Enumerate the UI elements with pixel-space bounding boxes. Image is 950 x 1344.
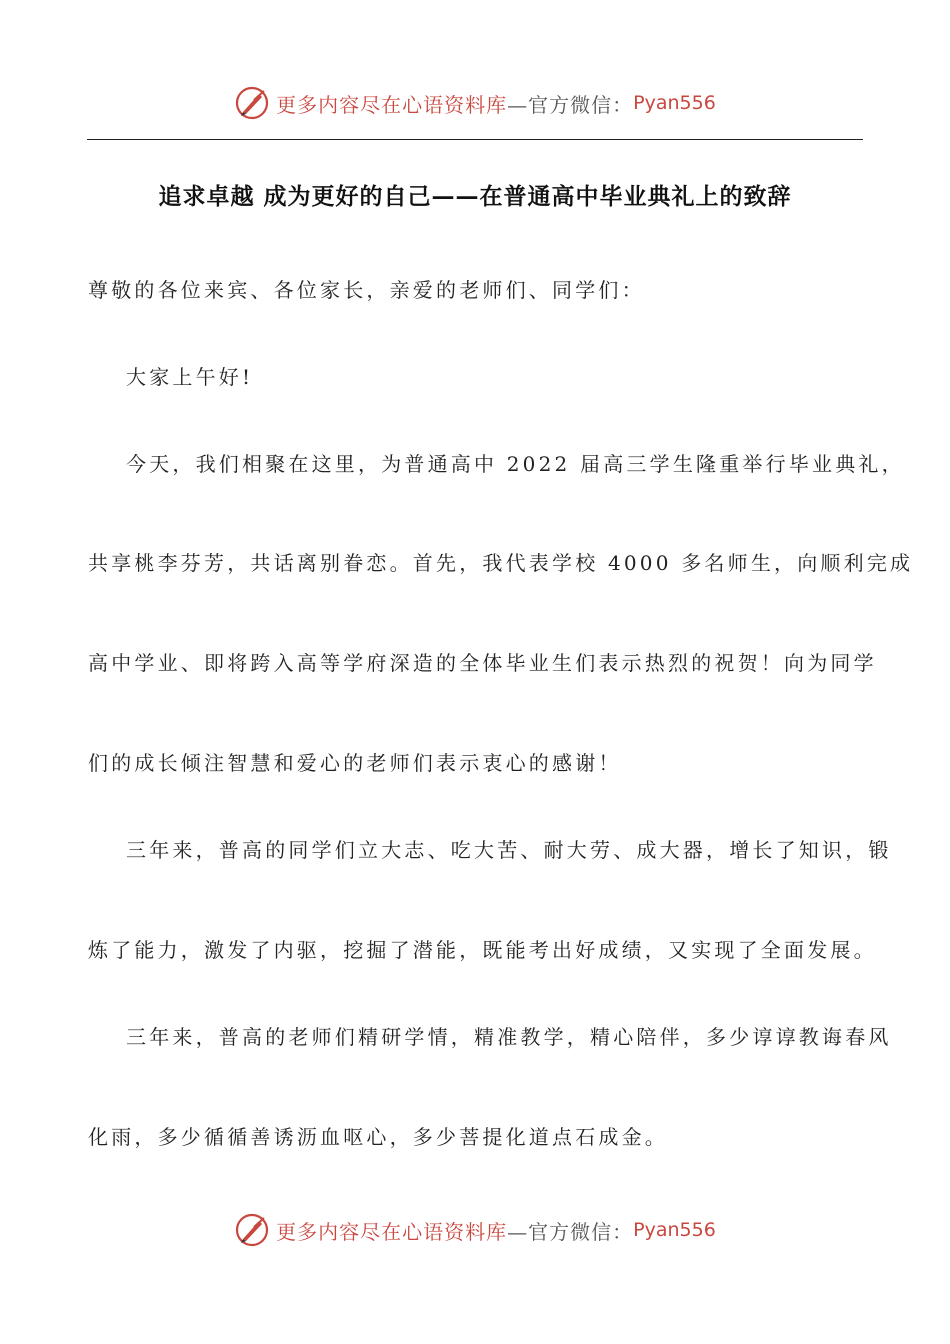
footer-watermark [0,1210,950,1250]
watermark-wechat-label: —官方微信： [507,92,634,117]
paragraph-line: 化雨，多少循循善诱沥血呕心，多少菩提化道点石成金。 [88,1125,668,1149]
paragraph-line: 今天，我们相聚在这里，为普通高中 2022 届高三学生隆重举行毕业典礼， [126,452,905,476]
quill-logo-icon [234,85,270,121]
paragraph-line: 高中学业、即将跨入高等学府深造的全体毕业生们表示热烈的祝贺！向为同学 [88,651,877,675]
watermark-wechat-id: Pyan556 [633,92,716,114]
quill-logo-icon [234,1212,270,1248]
greeting-line: 大家上午好! [126,365,254,389]
watermark-site-text: 更多内容尽在心语资料库 [276,1219,508,1244]
paragraph-line: 三年来，普高的老师们精研学情，精准教学，精心陪伴，多少谆谆教诲春风 [126,1025,892,1049]
watermark-wechat-label: —官方微信： [507,1219,634,1244]
salutation-line: 尊敬的各位来宾、各位家长，亲爱的老师们、同学们： [88,278,645,302]
watermark-wechat-id: Pyan556 [633,1219,716,1241]
paragraph-line: 炼了能力，激发了内驱，挖掘了潜能，既能考出好成绩，又实现了全面发展。 [88,938,877,962]
document-title: 追求卓越 成为更好的自己——在普通高中毕业典礼上的致辞 [158,183,792,210]
paragraph-line: 们的成长倾注智慧和爱心的老师们表示衷心的感谢！ [88,751,622,775]
paragraph-line: 三年来，普高的同学们立大志、吃大苦、耐大劳、成大器，增长了知识，锻 [126,838,892,862]
header-divider [87,139,863,140]
header-watermark [0,83,950,123]
watermark-site-text: 更多内容尽在心语资料库 [276,92,508,117]
paragraph-line: 共享桃李芬芳，共话离别眷恋。首先，我代表学校 4000 多名师生，向顺利完成 [88,551,914,575]
